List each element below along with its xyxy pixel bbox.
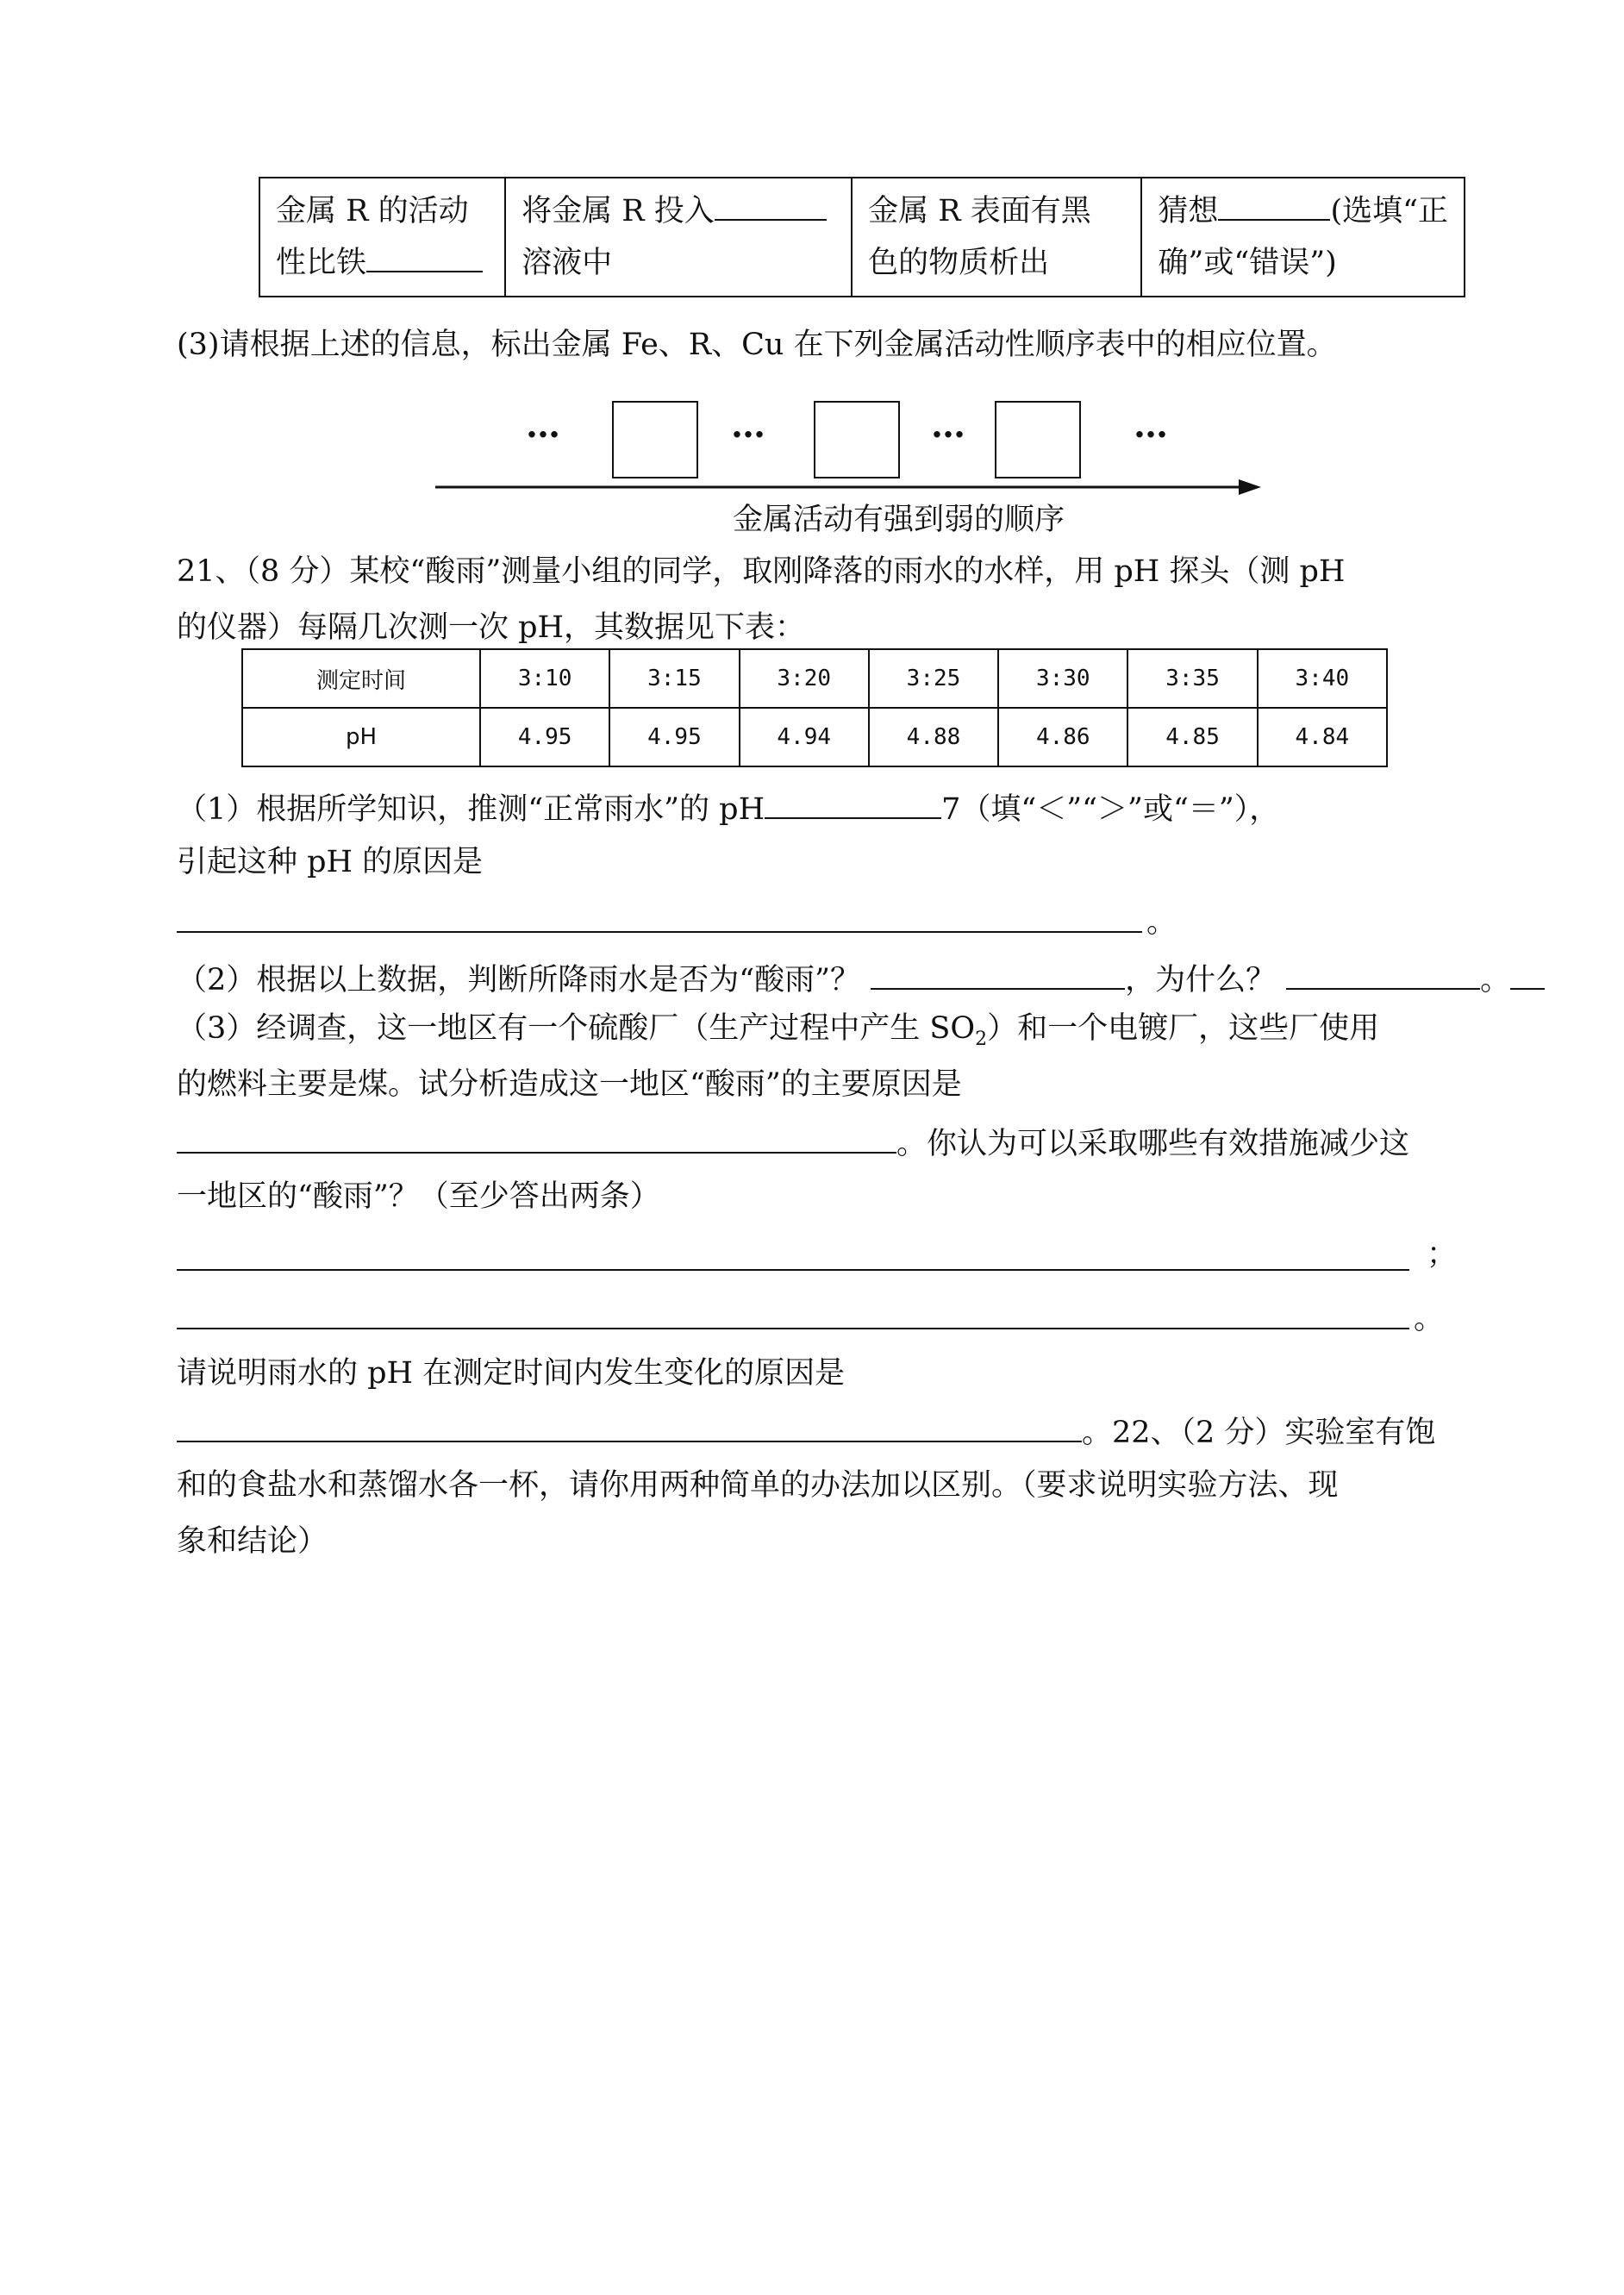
arrow-label: 金属活动有强到弱的顺序 xyxy=(733,503,1065,537)
time-cell: 3:40 xyxy=(1258,649,1387,708)
ph-data-table xyxy=(241,648,1388,767)
answer-line[interactable] xyxy=(177,1328,1409,1329)
cell-text xyxy=(276,237,489,289)
table1-cell-4 xyxy=(1141,178,1465,297)
ph-cell: 4.95 xyxy=(609,708,739,766)
answer-blank[interactable] xyxy=(177,1119,896,1154)
text: （1）根据所学知识，推测“正常雨水”的 pH xyxy=(177,792,765,827)
q21-part-3-line-1 xyxy=(177,1007,1379,1061)
q21-part-1 xyxy=(177,785,1279,831)
answer-blank[interactable] xyxy=(1218,186,1330,221)
answer-blank[interactable] xyxy=(366,238,483,272)
q22-line-2: 和的食盐水和蒸馏水各一杯，请你用两种简单的办法加以区别。（要求说明实验方法、现 xyxy=(177,1468,1339,1503)
question-3-intro: (3)请根据上述的信息，标出金属 Fe、R、Cu 在下列金属活动性顺序表中的相应位置。 xyxy=(177,328,1337,362)
ph-cell: 4.84 xyxy=(1258,708,1387,766)
table1-cell-2 xyxy=(505,178,852,297)
ellipsis: … xyxy=(731,405,767,446)
table1-cell-1 xyxy=(259,178,505,297)
q21-part-3-line-2: 的燃料主要是煤。试分析造成这一地区“酸雨”的主要原因是 xyxy=(177,1067,962,1102)
time-cell: 3:25 xyxy=(869,649,998,708)
text: 。 xyxy=(1480,963,1511,997)
time-cell: 3:10 xyxy=(480,649,609,708)
q22-line-3: 象和结论） xyxy=(177,1524,328,1559)
cell-text: 溶液中 xyxy=(522,246,613,280)
answer-blank[interactable] xyxy=(1510,955,1545,990)
table1-cell-3 xyxy=(852,178,1141,297)
text: ）和一个电镀厂，这些厂使用 xyxy=(987,1011,1380,1046)
cell-text: 色的物质析出 xyxy=(868,246,1050,280)
time-cell: 3:20 xyxy=(740,649,869,708)
row-label: 测定时间 xyxy=(242,649,480,708)
period: 。 xyxy=(1146,905,1177,940)
ph-cell: 4.85 xyxy=(1127,708,1257,766)
answer-line[interactable] xyxy=(177,1269,1409,1271)
answer-box[interactable] xyxy=(995,401,1081,478)
ph-cell: 4.95 xyxy=(480,708,609,766)
q22-line-1 xyxy=(177,1408,1435,1454)
answer-blank[interactable] xyxy=(871,955,1125,990)
text: （2）根据以上数据，判断所降雨水是否为“酸雨”？ xyxy=(177,963,861,997)
answer-box[interactable] xyxy=(612,401,698,478)
cell-text: 确”或“错误”) xyxy=(1158,246,1337,280)
direction-arrow xyxy=(435,476,1263,498)
row-label: pH xyxy=(242,708,480,766)
text: 。22、（2 分）实验室有饱 xyxy=(1082,1416,1436,1450)
cell-text xyxy=(522,185,835,237)
text: 7（填“＜”“＞”或“＝”）， xyxy=(941,792,1280,827)
cell-text xyxy=(1158,185,1448,237)
cell-text: 金属 R 的活动 xyxy=(276,194,469,228)
answer-blank[interactable] xyxy=(177,1408,1082,1442)
text: ，为什么？ xyxy=(1125,963,1277,997)
period: 。 xyxy=(1414,1302,1445,1336)
answer-box[interactable] xyxy=(814,401,900,478)
q21-line-1: 21、（8 分）某校“酸雨”测量小组的同学，取刚降落的雨水的水样，用 pH 探头（测 pH xyxy=(177,554,1346,589)
q21-part-2 xyxy=(177,955,1545,1002)
ph-row xyxy=(242,708,1387,766)
experiment-table xyxy=(259,177,1465,297)
time-cell: 3:35 xyxy=(1127,649,1257,708)
answer-blank[interactable] xyxy=(765,785,941,819)
ph-cell: 4.86 xyxy=(998,708,1127,766)
ellipsis: … xyxy=(931,405,967,446)
cell-text-part: 将金属 R 投入 xyxy=(522,194,715,228)
time-cell: 3:30 xyxy=(998,649,1127,708)
ph-cell: 4.94 xyxy=(740,708,869,766)
semicolon: ； xyxy=(1427,1237,1458,1272)
cell-text: 金属 R 表面有黑 xyxy=(868,194,1091,228)
q21-part-3-line-4: 一地区的“酸雨”？（至少答出两条） xyxy=(177,1179,660,1214)
answer-blank[interactable] xyxy=(1286,955,1480,990)
text: （3）经调查，这一地区有一个硫酸厂（生产过程中产生 SO xyxy=(177,1011,976,1046)
q21-line-2: 的仪器）每隔几次测一次 pH，其数据见下表： xyxy=(177,610,806,645)
q21-part-4: 请说明雨水的 pH 在测定时间内发生变化的原因是 xyxy=(177,1356,846,1391)
ellipsis: … xyxy=(526,405,562,446)
q21-part-3-line-3 xyxy=(177,1119,1409,1166)
cell-text-part: 猜想 xyxy=(1158,194,1219,228)
ellipsis: … xyxy=(1134,405,1170,446)
q21-part-1-line-2: 引起这种 pH 的原因是 xyxy=(177,845,484,879)
answer-line[interactable] xyxy=(177,931,1142,933)
cell-text-part: (选填“正 xyxy=(1330,194,1448,228)
text: 。你认为可以采取哪些有效措施减少这 xyxy=(896,1127,1410,1161)
answer-blank[interactable] xyxy=(715,186,827,221)
time-row xyxy=(242,649,1387,708)
ph-cell: 4.88 xyxy=(869,708,998,766)
subscript: 2 xyxy=(975,1029,988,1050)
cell-text-part: 性比铁 xyxy=(276,246,367,280)
time-cell: 3:15 xyxy=(609,649,739,708)
